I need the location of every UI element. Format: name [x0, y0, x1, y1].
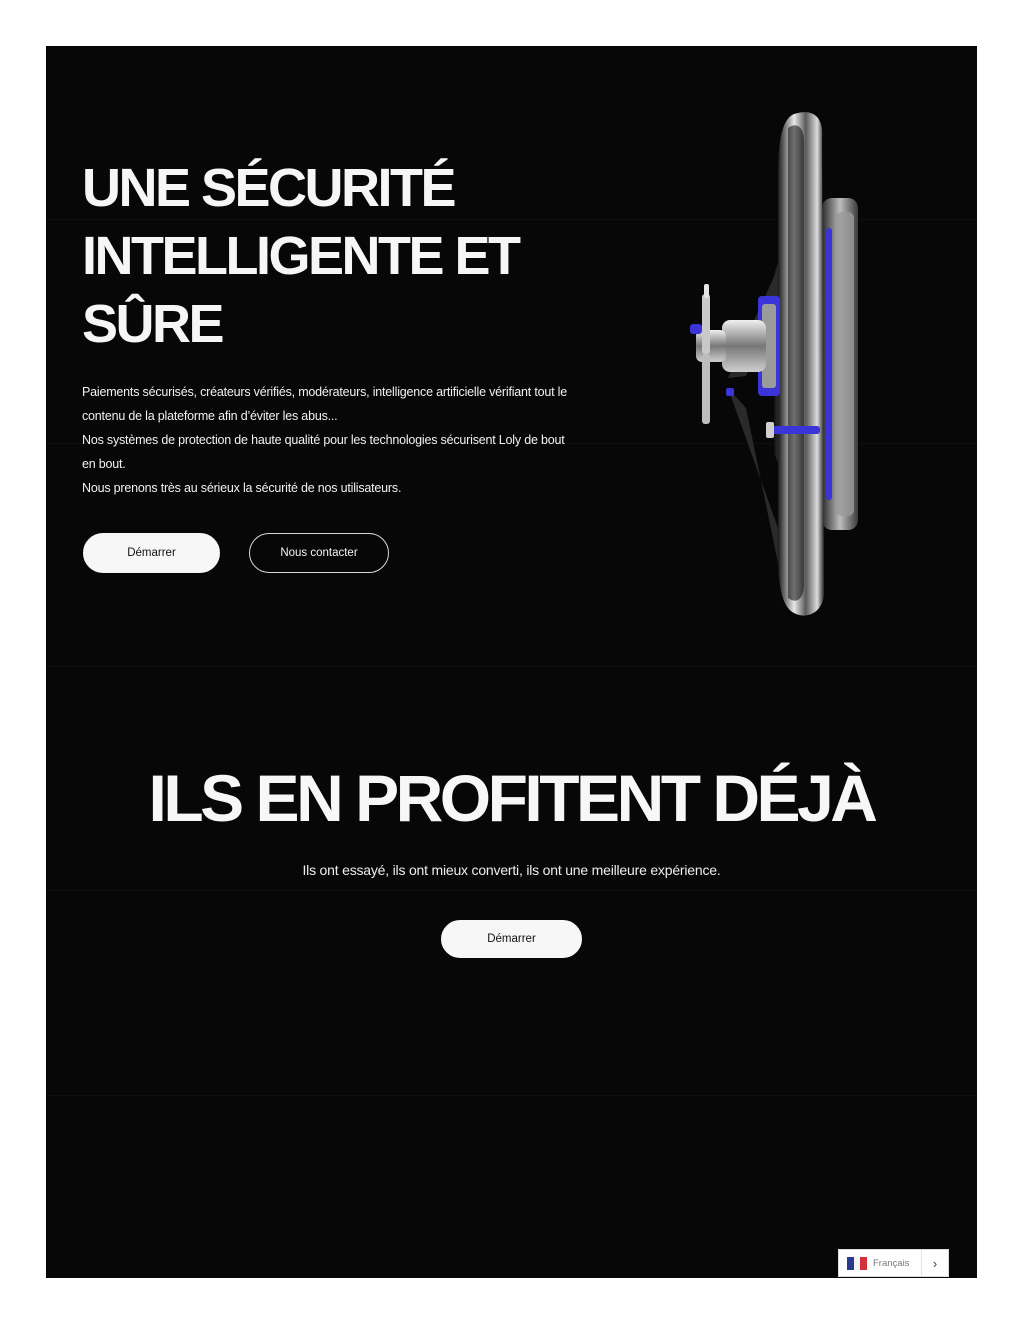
start-button-secondary[interactable]: Démarrer [441, 920, 582, 958]
social-proof-title: ILS EN PROFITENT DÉJÀ [148, 761, 875, 835]
language-label: Français [873, 1257, 910, 1269]
grid-line [46, 1095, 977, 1096]
hero-paragraph: Paiements sécurisés, créateurs vérifiés, modérateurs, intelligence artificielle vérifiant tout le contenu de la plateforme afin d’éviter les abus... [82, 385, 567, 423]
hero-title [82, 154, 642, 358]
social-proof-subtitle: Ils ont essayé, ils ont mieux converti, ils ont une meilleure expérience. [302, 862, 721, 878]
hero-title-line: SÛRE [82, 294, 223, 354]
chevron-right-icon[interactable]: › [921, 1250, 948, 1276]
contact-button[interactable]: Nous contacter [249, 533, 389, 573]
page-frame [46, 46, 977, 1278]
france-flag-icon [847, 1257, 867, 1270]
start-button[interactable]: Démarrer [83, 533, 220, 573]
vault-door-icon [666, 108, 876, 618]
hero-paragraph: Nos systèmes de protection de haute qualité pour les technologies sécurisent Loly de bout en bout. [82, 433, 565, 471]
language-switcher[interactable] [838, 1249, 949, 1277]
hero-title-line: UNE SÉCURITÉ [82, 158, 455, 218]
grid-line [46, 666, 977, 667]
hero-description [82, 380, 572, 500]
grid-line [46, 890, 977, 891]
hero-title-line: INTELLIGENTE ET [82, 226, 519, 286]
hero-paragraph: Nous prenons très au sérieux la sécurité de nos utilisateurs. [82, 481, 402, 495]
